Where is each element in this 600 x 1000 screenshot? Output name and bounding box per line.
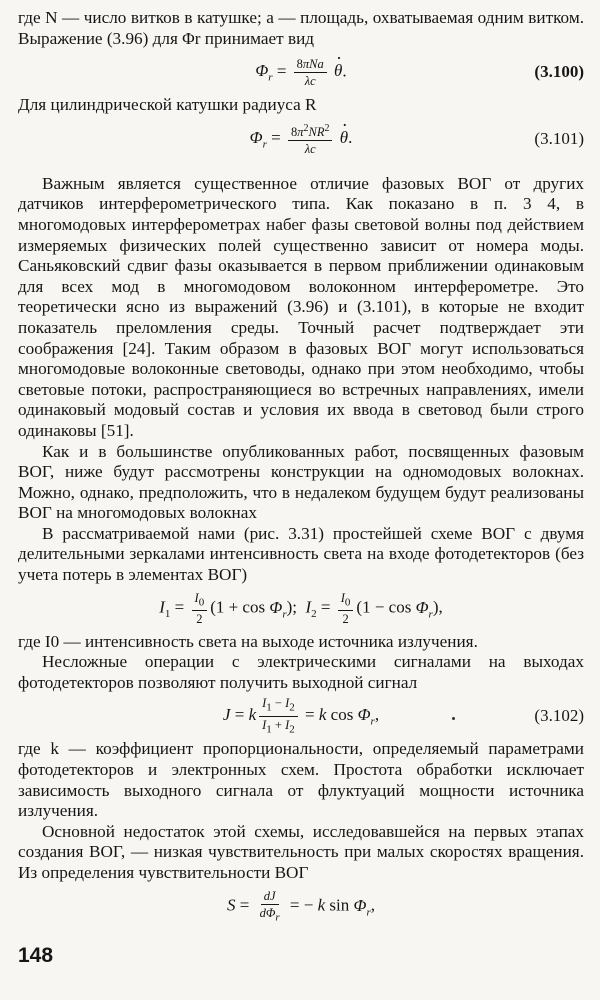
paragraph-5: В рассматриваемой нами (рис. 3.31) простейшей схеме ВОГ с двумя делительными зеркалами интенсивность света на входе фотодетекторов (без учета потерь в элементах ВОГ) — [18, 523, 584, 585]
document-page — [18, 8, 584, 930]
paragraph-3: Важным является существенное отличие фазовых ВОГ от других датчиков интерферометрического типа. Как показано в п. 3 4, в многомодовых интерферометрах набег фазы световой волны под действием измеряемых физических полей существенно зависит от номера моды. Саньяковский сдвиг фазы оказывается в первом приближении одинаковым для всех мод в многомодовом волоконном интерферометре. Это теоретически ясно из выражений (3.96) и (3.101), в которые не входит показатель преломления среды. Точный расчет подтверждает эти соображения [24]. Таким образом в фазовых ВОГ могут использоваться многомодовые волоконные световоды, однако при этом необходимо, чтобы световые потоки, распространяющиеся во встречных направлениях, имели одинаковый модовый состав и условия их ввода в световод были строго одинаковы [51]. — [18, 173, 584, 440]
equation-number: (3.100) — [534, 62, 584, 82]
paragraph-1: где N — число витков в катушке; a — площадь, охватываемая одним витком. Выражение (3.96) для Φr принимает вид — [18, 8, 584, 48]
equation-number: (3.101) — [534, 128, 584, 148]
page-number: 148 — [18, 944, 54, 967]
paragraph-6: где I0 — интенсивность света на выходе источника излучения. — [18, 631, 478, 651]
equation-3-100: $\Phi_r$ = $\frac{\text{8πNa}}{\lambda c}$ · θ. (3.100) — [18, 49, 584, 95]
paragraph-8: где k — коэффициент пропорциональности, определяемый параметрами фотодетекторов и электронных схем. Простота обработки исключает зависимость выходного сигнала от флуктуаций мощности источника излучения. — [18, 739, 584, 821]
paragraph-4: Как и в большинстве опубликованных работ, посвященных фазовым ВОГ, ниже будут рассмотрены конструкции на одномодовых волокнах. Можно, однако, предположить, что в недалеком будущем будут реализованы ВОГ на многомодовых волокнах — [18, 441, 584, 523]
equation-sensitivity: S = $\frac{dJ}{d\Phi_r}$ = − k $\sin \Phi_r$, — [227, 888, 375, 924]
equation-3-101: $\Phi_r$ = $\frac{8\pi^2NR^2}{\lambda c}$ · θ. (3.101) — [18, 116, 584, 162]
equation-intensity: $I_1$ = $\frac{I_0}{2}$ $(1 + \cos \Phi_r)$; $I_2$ = $\frac{I_0}{2}$ $(1 - \cos \Phi_r)$, — [159, 590, 443, 627]
paragraph-7: Несложные операции с электрическими сигналами на выходах фотодетекторов позволяют получить выходной сигнал — [18, 652, 584, 692]
paragraph-2: Для цилиндрической катушки радиуса R — [18, 95, 317, 115]
print-speck — [452, 717, 455, 720]
equation-number: (3.102) — [534, 706, 584, 726]
paragraph-9: Основной недостаток этой схемы, исследовавшейся на первых этапах создания ВОГ, — низкая чувствительность при малых скоростях вращения. Из определения чувствительности ВОГ — [18, 821, 584, 882]
equation-3-102: J = k $\frac{I_1 - I_2}{I_1 + I_2}$ = k $\cos \Phi_r$, (3.102) — [222, 696, 584, 736]
